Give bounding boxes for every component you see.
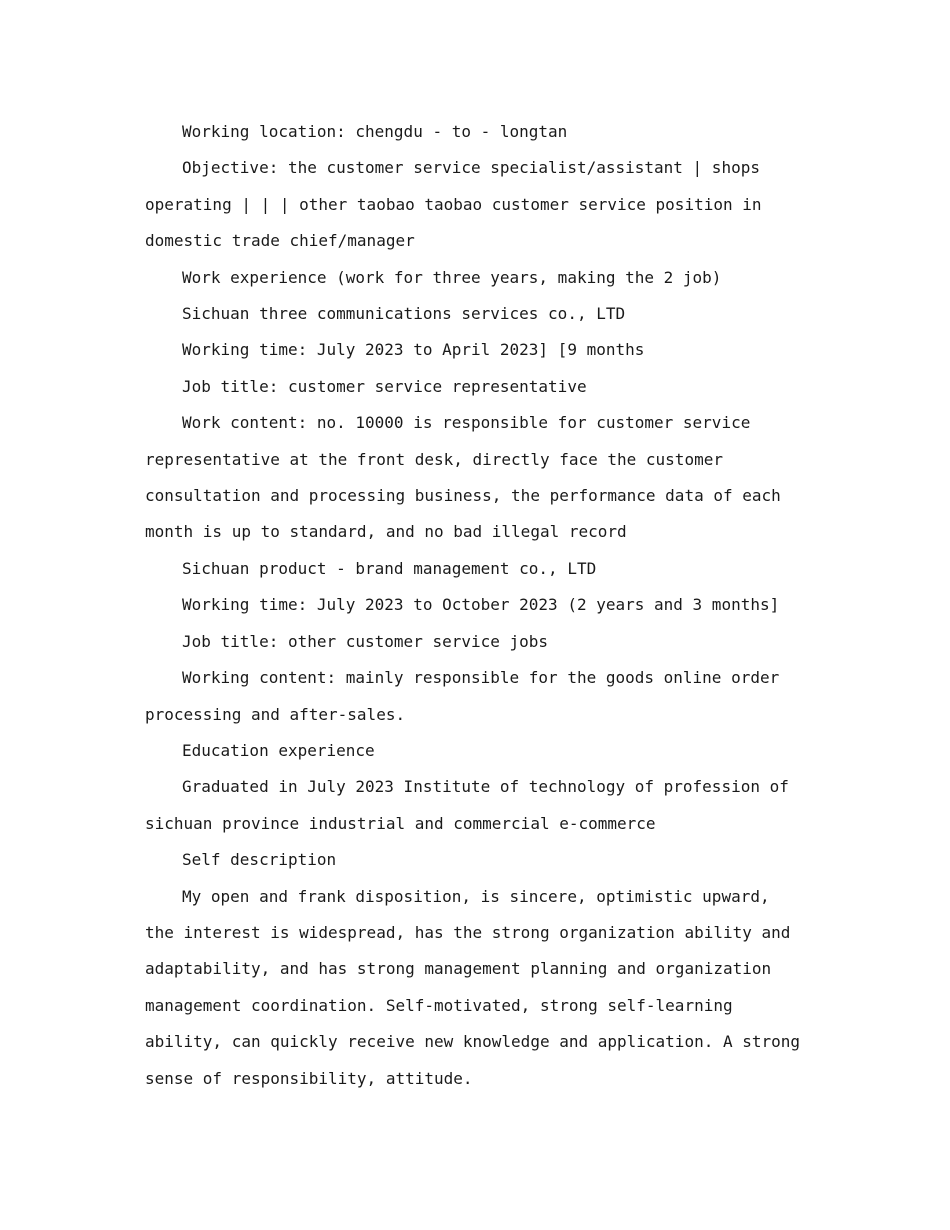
education-detail: Graduated in July 2023 Institute of technology of profession of sichuan province industrial and commercial e-commerce	[145, 777, 789, 833]
company-name-2: Sichuan product - brand management co., LTD	[182, 558, 597, 578]
work-content-1: Work content: no. 10000 is responsible for customer service representative at the front desk, directly face the customer consultation and processing business, the performance data of each month is up to standard, and no bad illegal record	[145, 413, 781, 542]
company-name-1: Sichuan three communications services co., LTD	[182, 304, 626, 324]
self-description-text: My open and frank disposition, is sincere, optimistic upward, the interest is widespread, has the strong organization ability and adaptability, and has strong management planning and organization management coordination. Self-motivated, strong self-learning ability, can quickly receive new knowledge and application. A strong sense of responsibility, attitude.	[145, 886, 801, 1088]
job-title-2: Job title: other customer service jobs	[182, 631, 549, 651]
working-time-2: Working time: July 2023 to October 2023 (2 years and 3 months]	[182, 595, 780, 615]
job-title-1: Job title: customer service representative	[182, 376, 587, 396]
objective-paragraph: Objective: the customer service specialist/assistant | shops operating | | | other taobao taobao customer service position in domestic trade chief/manager	[145, 158, 762, 251]
work-experience-heading: Work experience (work for three years, making the 2 job)	[182, 267, 722, 287]
resume-document	[145, 114, 805, 1097]
work-content-2: Working content: mainly responsible for the goods online order processing and after-sales.	[145, 668, 780, 724]
working-time-1: Working time: July 2023 to April 2023] [9 months	[182, 340, 645, 360]
education-heading: Education experience	[182, 740, 375, 760]
working-location-line: Working location: chengdu - to - longtan	[182, 122, 568, 141]
self-description-heading: Self description	[182, 850, 337, 870]
